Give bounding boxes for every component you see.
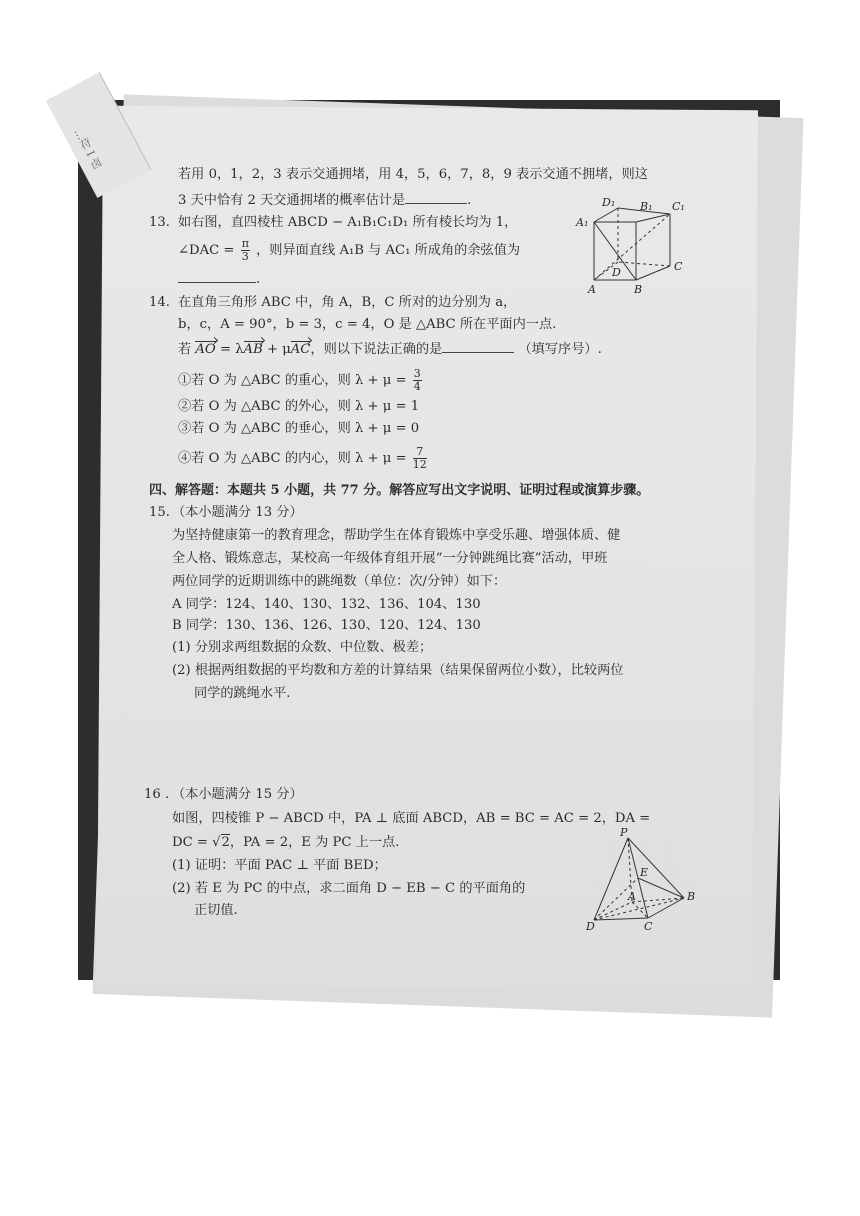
q14-answer-blank	[442, 340, 514, 353]
q14-eq2: + μ	[266, 342, 291, 357]
q12-line2-end: .	[467, 193, 472, 208]
q12-answer-blank	[405, 191, 467, 204]
q13-angle-post: ，则异面直线 A₁B 与 AC₁ 所成角的余弦值为	[256, 243, 521, 258]
q16-sub2-cont: 正切值.	[194, 903, 238, 918]
q16-sub2: (2) 若 E 为 PC 的中点，求二面角 D − EB − C 的平面角的	[172, 881, 526, 896]
q15-data-A: A 同学：124、140、130、132、136、104、130	[172, 597, 481, 612]
prism-figure	[572, 196, 692, 296]
q14-option1-num: 3	[413, 367, 421, 380]
q13-angle-den: 3	[241, 250, 249, 263]
q16-sub1: (1) 证明：平面 PAC ⊥ 平面 BED；	[172, 858, 387, 873]
q16-para1: 如图，四棱锥 P − ABCD 中，PA ⊥ 底面 ABCD，AB = BC = AC = 2，DA =	[172, 811, 651, 826]
pyramid-label-C: C	[644, 920, 653, 933]
q16-para2-rest: ，PA = 2，E 为 PC 上一点.	[229, 835, 400, 850]
q16-number: 16 .	[144, 787, 170, 802]
q13-number: 13.	[149, 215, 170, 230]
q12-line2-text: 3 天中恰有 2 天交通拥堵的概率估计是	[178, 193, 406, 208]
q13-angle-fraction	[241, 238, 250, 263]
q15-sub2: (2) 根据两组数据的平均数和方差的计算结果（结果保留两位小数），比较两位	[172, 663, 624, 678]
sqrt-symbol: √	[212, 835, 221, 850]
q16-sqrt-value: 2	[221, 835, 230, 850]
q13-line3-end: .	[256, 272, 261, 287]
prism-label-B1: B₁	[640, 200, 653, 213]
prism-label-C1: C₁	[672, 200, 685, 213]
q15-sub1: (1) 分别求两组数据的众数、中位数、极差；	[172, 640, 433, 655]
q13-angle-pre: ∠DAC =	[178, 243, 235, 258]
q14-option1-fraction	[413, 368, 422, 393]
q13-answer-blank	[178, 270, 256, 283]
vector-AC: AC	[290, 342, 311, 357]
pyramid-figure	[582, 826, 702, 936]
q14-option1-den: 4	[413, 380, 421, 393]
q14-option1-text: ①若 O 为 △ABC 的重心，则 λ + μ =	[178, 373, 407, 388]
q14-option1	[178, 368, 424, 393]
q14-option4-den: 12	[412, 458, 427, 471]
q13-line1: 如右图，直四棱柱 ABCD − A₁B₁C₁D₁ 所有棱长均为 1，	[178, 215, 518, 230]
q15-number: 15.	[149, 505, 170, 520]
q14-option3: ③若 O 为 △ABC 的垂心，则 λ + μ = 0	[178, 421, 420, 436]
pyramid-label-B: B	[687, 890, 696, 903]
prism-label-D: D	[612, 266, 621, 279]
q13-angle-num: π	[241, 237, 249, 250]
q16-dc-pre: DC =	[172, 835, 208, 850]
q15-sub2-cont: 同学的跳绳水平.	[194, 686, 291, 701]
corner-text: …苻 I 卤	[71, 126, 104, 172]
q14-line1: 在直角三角形 ABC 中，角 A，B，C 所对的边分别为 a，	[178, 295, 517, 310]
q13-line3	[178, 270, 260, 289]
prism-label-C: C	[674, 260, 683, 273]
q14-line3-mid: ，则以下说法正确的是	[310, 342, 443, 357]
pyramid-label-P: P	[620, 826, 628, 839]
q12-line2	[178, 191, 471, 210]
q16-para2	[172, 834, 399, 852]
q14-option4-num: 7	[413, 446, 427, 459]
q14-option2: ②若 O 为 △ABC 的外心，则 λ + μ = 1	[178, 399, 420, 414]
vector-AO: AO	[195, 342, 216, 357]
prism-label-A: A	[588, 283, 596, 296]
prism-label-A1: A₁	[576, 216, 589, 229]
q16-score: （本小题满分 15 分）	[172, 787, 303, 802]
pyramid-label-A: A	[628, 890, 636, 903]
pyramid-label-E: E	[640, 866, 649, 879]
q15-para3: 两位同学的近期训练中的跳绳数（单位：次/分钟）如下：	[172, 574, 507, 589]
q14-if: 若	[178, 342, 192, 357]
prism-label-B: B	[634, 283, 643, 296]
q14-eq1: = λ	[219, 342, 244, 357]
q14-option4-fraction	[413, 446, 427, 471]
section-four-heading: 四、解答题：本题共 5 小题，共 77 分。解答应写出文字说明、证明过程或演算步骤。	[149, 483, 650, 498]
q14-number: 14.	[149, 295, 170, 310]
q13-line2	[178, 238, 520, 263]
prism-label-D1: D₁	[602, 196, 616, 209]
q14-option4-text: ④若 O 为 △ABC 的内心，则 λ + μ =	[178, 451, 407, 466]
q14-line3	[178, 340, 602, 359]
pyramid-label-D: D	[586, 920, 595, 933]
q15-para1: 为坚持健康第一的教育理念，帮助学生在体育锻炼中享受乐趣、增强体质、健	[172, 528, 621, 543]
q14-option4	[178, 446, 429, 471]
q15-score: （本小题满分 13 分）	[172, 505, 303, 520]
q15-para2: 全人格、锻炼意志，某校高一年级体育组开展“一分钟跳绳比赛”活动，甲班	[172, 551, 608, 566]
q15-data-B: B 同学：130、136、126、130、120、124、130	[172, 618, 481, 633]
vector-AB: AB	[243, 342, 263, 357]
q12-line1: 若用 0，1，2，3 表示交通拥堵，用 4，5，6，7，8，9 表示交通不拥堵，则这	[178, 167, 648, 182]
q14-line3-end: （填写序号）.	[518, 342, 602, 357]
q14-line2: b，c，A = 90°，b = 3，c = 4，O 是 △ABC 所在平面内一点.	[178, 317, 557, 332]
